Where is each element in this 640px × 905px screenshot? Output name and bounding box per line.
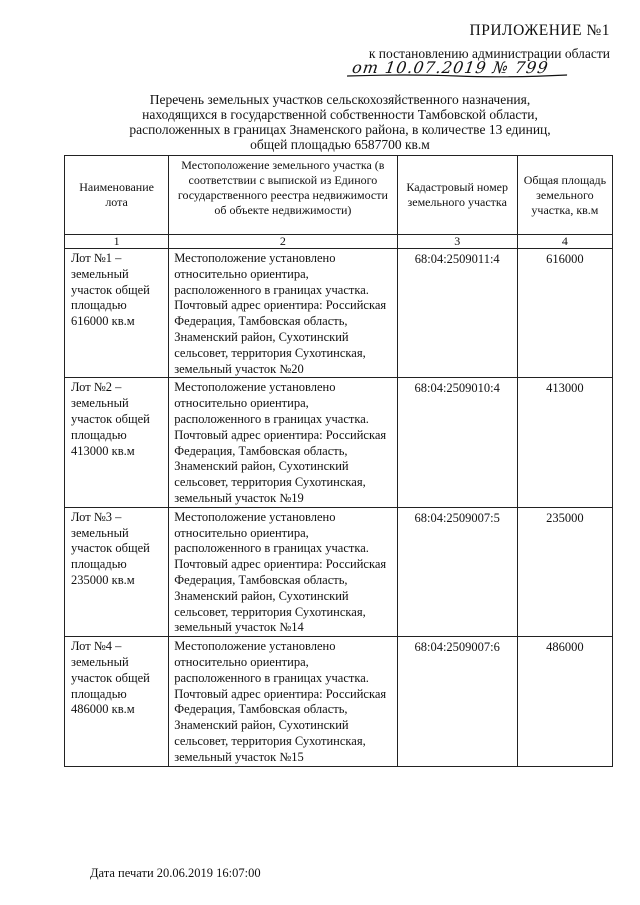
column-number: 3 [397, 235, 517, 249]
cadastral-cell: 68:04:2509010:4 [397, 378, 517, 507]
appendix-subtitle: к постановлению администрации области [368, 46, 610, 61]
area-cell: 235000 [517, 507, 612, 636]
location-text: Местоположение установлено относительно ориентира, расположенного в границах участка. Почтовый адрес ориентира: Российская Федерация, Тамбовская область, Знаменский район, Сухотинский сельсовет, территория Сухотинская, земельный участок №14 [174, 509, 387, 635]
print-date: Дата печати 20.06.2019 16:07:00 [90, 866, 261, 880]
cadastral-cell: 68:04:2509007:5 [397, 507, 517, 636]
heading-line-2: находящихся в государственной собственности Тамбовской области, [142, 107, 538, 122]
lot-cell [65, 378, 169, 507]
handwritten-date-number [350, 58, 563, 80]
area-cell: 413000 [517, 378, 612, 507]
location-cell [169, 249, 397, 378]
heading-line-1: Перечень земельных участков сельскохозяйственного назначения, [149, 92, 531, 107]
table-row [65, 507, 613, 636]
header-location: Местоположение земельного участка (в соответствии с выпиской из Единого государственного реестра недвижимости об объекте недвижимости) [169, 156, 397, 235]
lot-cell [65, 249, 169, 378]
table-row [65, 637, 613, 766]
table-row [65, 249, 613, 378]
location-cell [169, 507, 397, 636]
lot-cell [65, 637, 169, 766]
location-cell [169, 378, 397, 507]
header-area: Общая площадь земельного участка, кв.м [517, 156, 612, 235]
cadastral-cell: 68:04:2509007:6 [397, 637, 517, 766]
location-text: Местоположение установлено относительно ориентира, расположенного в границах участка. Почтовый адрес ориентира: Российская Федерация, Тамбовская область, Знаменский район, Сухотинский сельсовет, территория Сухотинская, земельный участок №19 [174, 380, 387, 505]
location-text: Местоположение установлено относительно ориентира, расположенного в границах участка. Почтовый адрес ориентира: Российская Федерация, Тамбовская область, Знаменский район, Сухотинский сельсовет, территория Сухотинская, земельный участок №20 [174, 251, 387, 376]
handwritten-text: от 10.07.2019 № 799 [350, 58, 550, 77]
location-cell [169, 637, 397, 766]
column-number: 4 [517, 235, 612, 249]
column-number-row [65, 235, 613, 249]
area-cell: 616000 [517, 249, 612, 378]
lot-text: Лот №4 – земельный участок общей площадью 486000 кв.м [71, 639, 150, 717]
column-number: 2 [169, 235, 397, 249]
lot-cell [65, 507, 169, 636]
underline-icon [346, 72, 567, 80]
table-row [65, 378, 613, 507]
land-plots-table [64, 155, 613, 767]
lot-text: Лот №3 – земельный участок общей площадью 235000 кв.м [71, 509, 150, 587]
appendix-title: ПРИЛОЖЕНИЕ №1 [469, 22, 610, 39]
header-cadastral: Кадастровый номер земельного участка [397, 156, 517, 235]
lot-text: Лот №1 – земельный участок общей площадью 616000 кв.м [71, 251, 150, 329]
document-heading [90, 92, 590, 152]
heading-line-4: общей площадью 6587700 кв.м [250, 137, 430, 152]
appendix-header [369, 22, 610, 62]
column-number: 1 [65, 235, 169, 249]
lot-text: Лот №2 – земельный участок общей площадью 413000 кв.м [71, 380, 150, 458]
location-text: Местоположение установлено относительно ориентира, расположенного в границах участка. Почтовый адрес ориентира: Российская Федерация, Тамбовская область, Знаменский район, Сухотинский сельсовет, территория Сухотинская, земельный участок №15 [174, 639, 387, 764]
table-header-row [65, 156, 613, 235]
area-cell: 486000 [517, 637, 612, 766]
cadastral-cell: 68:04:2509011:4 [397, 249, 517, 378]
heading-line-3: расположенных в границах Знаменского района, в количестве 13 единиц, [129, 122, 551, 137]
header-lot: Наименование лота [65, 156, 169, 235]
